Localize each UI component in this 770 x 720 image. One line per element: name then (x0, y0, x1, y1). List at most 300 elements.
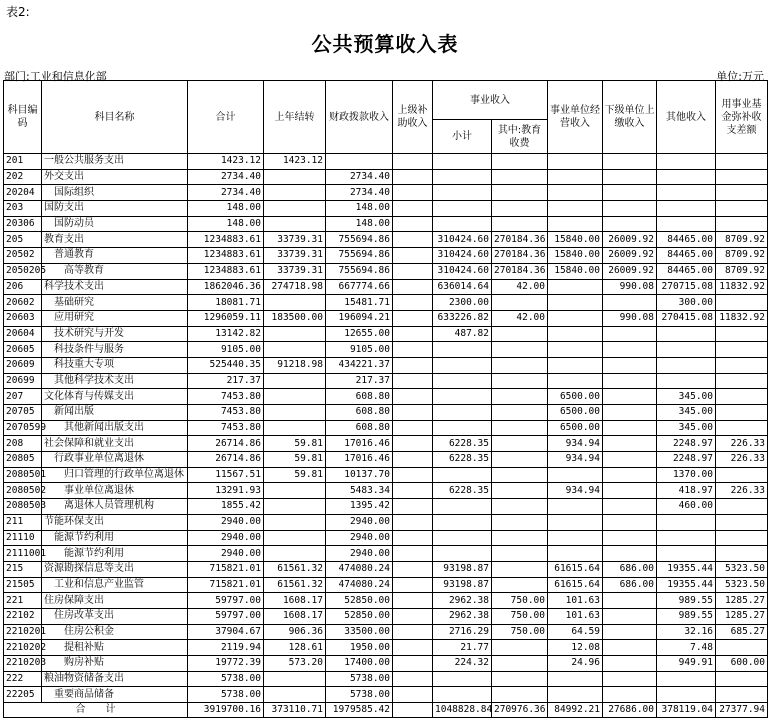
cell-business-unit-operating: 6500.00 (548, 405, 603, 421)
table-row (4, 405, 768, 421)
totals-carryover: 373110.71 (264, 703, 326, 718)
cell-appropriation: 10137.70 (326, 467, 393, 483)
cell-total: 13291.93 (188, 483, 264, 499)
cell-business-unit-operating (548, 514, 603, 530)
cell-superior-grant (393, 656, 433, 672)
totals-total: 3919700.16 (188, 703, 264, 718)
cell-name: 教育支出 (42, 232, 188, 248)
cell-superior-grant (393, 671, 433, 687)
cell-business-subtotal (433, 514, 492, 530)
cell-business-unit-operating (548, 279, 603, 295)
cell-other-income (657, 154, 716, 170)
cell-other-income (657, 514, 716, 530)
cell-business-education: 270184.36 (492, 263, 548, 279)
cell-business-education (492, 656, 548, 672)
cell-code: 2210203 (4, 656, 42, 672)
table-row (4, 357, 768, 373)
cell-business-subtotal: 633226.82 (433, 310, 492, 326)
cell-name: 文化体育与传媒支出 (42, 389, 188, 405)
cell-carryover: 91218.98 (264, 357, 326, 373)
cell-other-income (657, 216, 716, 232)
cell-business-unit-operating: 15840.00 (548, 263, 603, 279)
totals-other-income: 378119.04 (657, 703, 716, 718)
cell-code: 20502 (4, 248, 42, 264)
cell-business-fund-gap: 600.00 (716, 656, 768, 672)
cell-appropriation: 1950.00 (326, 640, 393, 656)
cell-other-income (657, 671, 716, 687)
cell-appropriation: 755694.86 (326, 248, 393, 264)
table-row (4, 436, 768, 452)
cell-appropriation: 2734.40 (326, 185, 393, 201)
cell-carryover: 33739.31 (264, 248, 326, 264)
budget-income-table (3, 80, 768, 718)
cell-other-income: 84465.00 (657, 232, 716, 248)
cell-name: 工业和信息产业监管 (42, 577, 188, 593)
cell-business-unit-operating (548, 671, 603, 687)
cell-business-subtotal (433, 201, 492, 217)
cell-subordinate-payment (603, 295, 657, 311)
cell-total: 1296059.11 (188, 310, 264, 326)
cell-subordinate-payment (603, 483, 657, 499)
cell-subordinate-payment: 26009.92 (603, 263, 657, 279)
cell-business-fund-gap: 11832.92 (716, 279, 768, 295)
cell-other-income (657, 342, 716, 358)
cell-business-unit-operating (548, 499, 603, 515)
cell-business-subtotal: 224.32 (433, 656, 492, 672)
table-row (4, 671, 768, 687)
cell-other-income: 460.00 (657, 499, 716, 515)
cell-business-education (492, 216, 548, 232)
cell-business-fund-gap: 8709.92 (716, 263, 768, 279)
cell-appropriation: 2940.00 (326, 514, 393, 530)
cell-appropriation: 755694.86 (326, 263, 393, 279)
cell-business-fund-gap: 1285.27 (716, 593, 768, 609)
cell-carryover (264, 201, 326, 217)
cell-name: 能源节约利用 (42, 530, 188, 546)
cell-business-education (492, 201, 548, 217)
cell-other-income: 32.16 (657, 624, 716, 640)
cell-business-subtotal (433, 373, 492, 389)
header-other-income: 其他收入 (657, 81, 716, 154)
cell-subordinate-payment (603, 687, 657, 703)
cell-appropriation: 217.37 (326, 373, 393, 389)
cell-name: 科技条件与服务 (42, 342, 188, 358)
table-row (4, 514, 768, 530)
table-row (4, 342, 768, 358)
cell-subordinate-payment (603, 405, 657, 421)
cell-other-income: 270715.08 (657, 279, 716, 295)
cell-total: 7453.80 (188, 420, 264, 436)
cell-business-subtotal: 21.77 (433, 640, 492, 656)
totals-business-fund-gap: 27377.94 (716, 703, 768, 718)
cell-superior-grant (393, 326, 433, 342)
cell-appropriation: 17400.00 (326, 656, 393, 672)
cell-code: 201 (4, 154, 42, 170)
cell-name: 节能环保支出 (42, 514, 188, 530)
cell-subordinate-payment (603, 608, 657, 624)
cell-carryover: 61561.32 (264, 577, 326, 593)
cell-subordinate-payment (603, 169, 657, 185)
cell-appropriation (326, 154, 393, 170)
cell-business-education (492, 373, 548, 389)
cell-subordinate-payment (603, 514, 657, 530)
cell-business-fund-gap (716, 671, 768, 687)
cell-name: 国防支出 (42, 201, 188, 217)
cell-name: 其他科学技术支出 (42, 373, 188, 389)
cell-superior-grant (393, 169, 433, 185)
cell-subordinate-payment (603, 624, 657, 640)
cell-subordinate-payment (603, 640, 657, 656)
cell-business-unit-operating (548, 357, 603, 373)
cell-business-fund-gap (716, 467, 768, 483)
table-number: 表2: (6, 5, 30, 19)
cell-total: 2940.00 (188, 546, 264, 562)
cell-carryover (264, 499, 326, 515)
cell-business-subtotal (433, 342, 492, 358)
table-row (4, 577, 768, 593)
cell-other-income: 19355.44 (657, 561, 716, 577)
table-row (4, 608, 768, 624)
cell-superior-grant (393, 608, 433, 624)
cell-carryover: 573.20 (264, 656, 326, 672)
cell-superior-grant (393, 389, 433, 405)
cell-business-unit-operating (548, 687, 603, 703)
cell-business-fund-gap (716, 640, 768, 656)
header-name: 科目名称 (42, 81, 188, 154)
cell-business-fund-gap (716, 389, 768, 405)
cell-subordinate-payment: 686.00 (603, 577, 657, 593)
cell-name: 技术研究与开发 (42, 326, 188, 342)
cell-business-subtotal (433, 389, 492, 405)
cell-business-education (492, 389, 548, 405)
cell-name: 住房公积金 (42, 624, 188, 640)
cell-carryover: 61561.32 (264, 561, 326, 577)
table-row (4, 154, 768, 170)
cell-superior-grant (393, 452, 433, 468)
cell-subordinate-payment: 26009.92 (603, 232, 657, 248)
table-row (4, 295, 768, 311)
cell-total: 11567.51 (188, 467, 264, 483)
cell-other-income: 1370.00 (657, 467, 716, 483)
table-row (4, 561, 768, 577)
cell-total: 2119.94 (188, 640, 264, 656)
cell-business-fund-gap (716, 373, 768, 389)
cell-total: 1855.42 (188, 499, 264, 515)
cell-name: 住房改革支出 (42, 608, 188, 624)
cell-carryover (264, 389, 326, 405)
table-row (4, 201, 768, 217)
cell-business-subtotal (433, 546, 492, 562)
cell-business-education (492, 687, 548, 703)
cell-name: 提租补贴 (42, 640, 188, 656)
cell-business-education (492, 185, 548, 201)
cell-subordinate-payment (603, 546, 657, 562)
cell-business-education: 750.00 (492, 593, 548, 609)
cell-carryover: 59.81 (264, 452, 326, 468)
totals-row (4, 703, 768, 718)
table-row (4, 420, 768, 436)
cell-other-income (657, 357, 716, 373)
cell-business-unit-operating: 934.94 (548, 483, 603, 499)
cell-business-unit-operating (548, 310, 603, 326)
cell-carryover: 128.61 (264, 640, 326, 656)
cell-name: 基础研究 (42, 295, 188, 311)
cell-other-income (657, 373, 716, 389)
cell-superior-grant (393, 436, 433, 452)
table-row (4, 593, 768, 609)
cell-name: 事业单位离退休 (42, 483, 188, 499)
cell-business-education (492, 295, 548, 311)
cell-business-subtotal (433, 420, 492, 436)
cell-code: 215 (4, 561, 42, 577)
cell-business-fund-gap: 5323.50 (716, 577, 768, 593)
cell-business-education (492, 169, 548, 185)
cell-appropriation: 33500.00 (326, 624, 393, 640)
cell-name: 重要商品储备 (42, 687, 188, 703)
cell-carryover (264, 342, 326, 358)
table-row (4, 216, 768, 232)
cell-subordinate-payment (603, 499, 657, 515)
cell-name: 粮油物资储备支出 (42, 671, 188, 687)
cell-superior-grant (393, 514, 433, 530)
cell-code: 208 (4, 436, 42, 452)
cell-business-education (492, 467, 548, 483)
cell-superior-grant (393, 342, 433, 358)
cell-total: 1234883.61 (188, 248, 264, 264)
cell-business-education (492, 577, 548, 593)
cell-appropriation: 52850.00 (326, 608, 393, 624)
cell-business-unit-operating (548, 185, 603, 201)
cell-appropriation: 15481.71 (326, 295, 393, 311)
cell-business-subtotal (433, 357, 492, 373)
cell-total: 19772.39 (188, 656, 264, 672)
cell-business-subtotal: 2300.00 (433, 295, 492, 311)
cell-name: 社会保障和就业支出 (42, 436, 188, 452)
cell-appropriation: 474080.24 (326, 561, 393, 577)
cell-business-unit-operating: 61615.64 (548, 577, 603, 593)
cell-code: 2080501 (4, 467, 42, 483)
cell-business-subtotal: 2716.29 (433, 624, 492, 640)
table-row (4, 499, 768, 515)
cell-code: 2210202 (4, 640, 42, 656)
cell-superior-grant (393, 185, 433, 201)
cell-name: 应用研究 (42, 310, 188, 326)
cell-superior-grant (393, 624, 433, 640)
cell-superior-grant (393, 310, 433, 326)
cell-name: 住房保障支出 (42, 593, 188, 609)
cell-name: 能源节约利用 (42, 546, 188, 562)
cell-business-subtotal: 310424.60 (433, 263, 492, 279)
table-row (4, 326, 768, 342)
cell-code: 202 (4, 169, 42, 185)
cell-business-education: 42.00 (492, 279, 548, 295)
cell-carryover: 1423.12 (264, 154, 326, 170)
cell-business-education: 42.00 (492, 310, 548, 326)
cell-other-income (657, 546, 716, 562)
cell-business-fund-gap: 11832.92 (716, 310, 768, 326)
cell-code: 203 (4, 201, 42, 217)
cell-business-fund-gap (716, 687, 768, 703)
cell-business-unit-operating: 101.63 (548, 593, 603, 609)
cell-superior-grant (393, 687, 433, 703)
cell-business-education: 750.00 (492, 624, 548, 640)
cell-name: 国防动员 (42, 216, 188, 232)
cell-code: 211 (4, 514, 42, 530)
cell-subordinate-payment: 26009.92 (603, 248, 657, 264)
cell-appropriation: 2940.00 (326, 546, 393, 562)
header-business-fund-gap: 用事业基金弥补收支差额 (716, 81, 768, 154)
cell-superior-grant (393, 420, 433, 436)
cell-business-unit-operating: 12.08 (548, 640, 603, 656)
cell-business-fund-gap (716, 154, 768, 170)
cell-business-fund-gap (716, 420, 768, 436)
cell-business-unit-operating (548, 342, 603, 358)
header-appropriation: 财政拨款收入 (326, 81, 393, 154)
cell-code: 221 (4, 593, 42, 609)
cell-superior-grant (393, 216, 433, 232)
table-row (4, 169, 768, 185)
cell-business-unit-operating (548, 467, 603, 483)
cell-superior-grant (393, 530, 433, 546)
cell-appropriation: 12655.00 (326, 326, 393, 342)
cell-business-subtotal: 487.82 (433, 326, 492, 342)
cell-appropriation: 5738.00 (326, 671, 393, 687)
cell-total: 148.00 (188, 216, 264, 232)
table-row (4, 467, 768, 483)
cell-business-education (492, 436, 548, 452)
cell-name: 国际组织 (42, 185, 188, 201)
cell-business-education (492, 671, 548, 687)
cell-superior-grant (393, 405, 433, 421)
cell-carryover (264, 326, 326, 342)
table-row (4, 452, 768, 468)
cell-total: 1234883.61 (188, 263, 264, 279)
cell-appropriation: 434221.37 (326, 357, 393, 373)
cell-superior-grant (393, 357, 433, 373)
cell-total: 7453.80 (188, 389, 264, 405)
header-code: 科目编码 (4, 81, 42, 154)
cell-business-subtotal: 636014.64 (433, 279, 492, 295)
cell-appropriation: 5738.00 (326, 687, 393, 703)
cell-carryover (264, 546, 326, 562)
cell-business-fund-gap (716, 546, 768, 562)
cell-name: 归口管理的行政单位离退休 (42, 467, 188, 483)
cell-superior-grant (393, 263, 433, 279)
cell-carryover (264, 185, 326, 201)
cell-other-income: 345.00 (657, 420, 716, 436)
cell-code: 20603 (4, 310, 42, 326)
cell-other-income (657, 530, 716, 546)
cell-code: 205 (4, 232, 42, 248)
table-row (4, 373, 768, 389)
totals-label: 合 计 (4, 703, 188, 718)
cell-superior-grant (393, 577, 433, 593)
cell-other-income: 2248.97 (657, 436, 716, 452)
cell-business-subtotal (433, 687, 492, 703)
cell-subordinate-payment (603, 342, 657, 358)
cell-other-income (657, 169, 716, 185)
cell-business-education: 270184.36 (492, 232, 548, 248)
cell-carryover: 906.36 (264, 624, 326, 640)
cell-business-subtotal: 310424.60 (433, 232, 492, 248)
cell-business-education (492, 499, 548, 515)
cell-subordinate-payment (603, 216, 657, 232)
table-row (4, 483, 768, 499)
cell-business-education (492, 154, 548, 170)
cell-total: 2940.00 (188, 530, 264, 546)
cell-subordinate-payment (603, 436, 657, 452)
cell-total: 2940.00 (188, 514, 264, 530)
cell-appropriation: 608.80 (326, 420, 393, 436)
cell-other-income: 19355.44 (657, 577, 716, 593)
cell-other-income: 2248.97 (657, 452, 716, 468)
cell-appropriation: 667774.66 (326, 279, 393, 295)
cell-business-unit-operating: 24.96 (548, 656, 603, 672)
cell-total: 5738.00 (188, 671, 264, 687)
cell-carryover (264, 483, 326, 499)
header-business-income: 事业收入 (433, 81, 548, 120)
cell-business-education: 270184.36 (492, 248, 548, 264)
cell-subordinate-payment (603, 671, 657, 687)
cell-appropriation: 755694.86 (326, 232, 393, 248)
cell-carryover (264, 687, 326, 703)
cell-business-unit-operating (548, 295, 603, 311)
cell-subordinate-payment (603, 389, 657, 405)
cell-name: 科学技术支出 (42, 279, 188, 295)
cell-other-income (657, 201, 716, 217)
cell-business-fund-gap: 8709.92 (716, 232, 768, 248)
cell-business-subtotal (433, 169, 492, 185)
cell-business-fund-gap (716, 185, 768, 201)
cell-other-income: 949.91 (657, 656, 716, 672)
cell-other-income: 418.97 (657, 483, 716, 499)
cell-code: 20605 (4, 342, 42, 358)
table-row (4, 263, 768, 279)
cell-code: 20604 (4, 326, 42, 342)
cell-business-education (492, 530, 548, 546)
totals-business-unit-operating: 84992.21 (548, 703, 603, 718)
cell-other-income: 84465.00 (657, 263, 716, 279)
cell-total: 9105.00 (188, 342, 264, 358)
cell-total: 525440.35 (188, 357, 264, 373)
cell-appropriation: 608.80 (326, 389, 393, 405)
cell-other-income: 345.00 (657, 405, 716, 421)
cell-superior-grant (393, 248, 433, 264)
cell-business-unit-operating: 15840.00 (548, 232, 603, 248)
unit-label: 单位:万元 (716, 70, 764, 83)
cell-business-unit-operating (548, 201, 603, 217)
cell-subordinate-payment (603, 530, 657, 546)
cell-other-income: 270415.08 (657, 310, 716, 326)
cell-business-unit-operating: 6500.00 (548, 420, 603, 436)
totals-business-subtotal: 1048828.84 (433, 703, 492, 718)
cell-business-unit-operating (548, 154, 603, 170)
cell-business-education (492, 452, 548, 468)
cell-name: 一般公共服务支出 (42, 154, 188, 170)
cell-business-fund-gap: 8709.92 (716, 248, 768, 264)
table-row (4, 656, 768, 672)
cell-business-subtotal (433, 216, 492, 232)
cell-subordinate-payment: 686.00 (603, 561, 657, 577)
cell-carryover (264, 373, 326, 389)
cell-total: 7453.80 (188, 405, 264, 421)
cell-carryover (264, 405, 326, 421)
cell-superior-grant (393, 640, 433, 656)
cell-subordinate-payment (603, 452, 657, 468)
cell-appropriation: 196094.21 (326, 310, 393, 326)
cell-name: 普通教育 (42, 248, 188, 264)
cell-business-education (492, 546, 548, 562)
